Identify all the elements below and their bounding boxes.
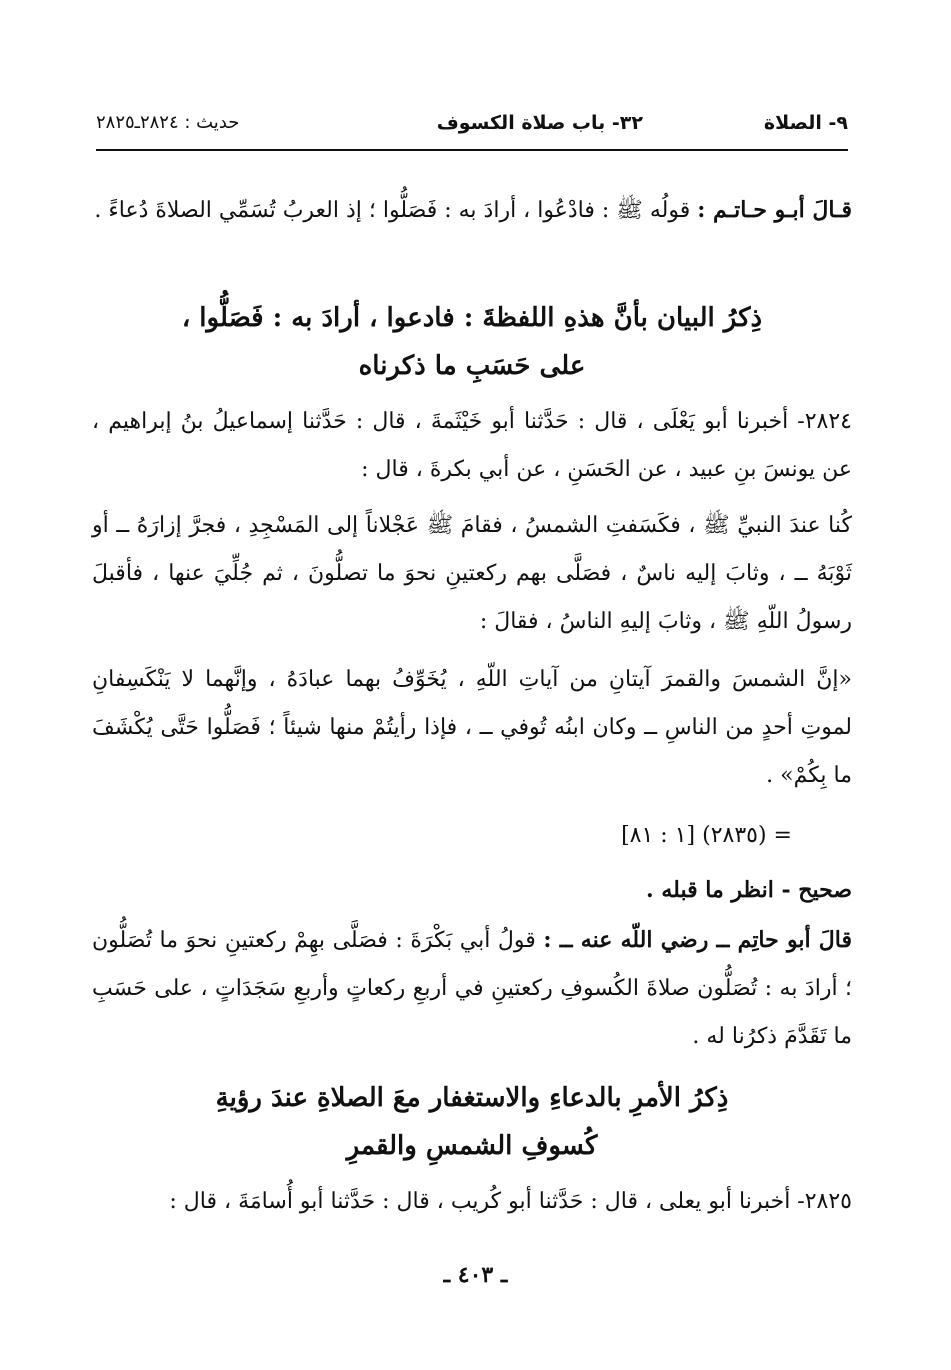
header-book-title: ٩- الصلاة [763, 112, 848, 134]
paragraph-text: قولُه ﷺ : فادْعُوا ، أرادَ به : فَصَلُّوا ؛ إذ العربُ تُسَمِّي الصلاةَ دُعاءً . [94, 198, 698, 223]
section-heading-2-line-1: ذِكرُ الأمرِ بالدعاءِ والاستغفار معَ الصلاةِ عندَ رؤيةِ [215, 1083, 729, 1113]
page-number: ـ ٤٠٣ ـ [443, 1262, 508, 1288]
header-hadith-range: حديث : ٢٨٢٤ـ٢٨٢٥ [96, 112, 240, 133]
hadith-2824-isnad: ٢٨٢٤- أخبرنا أبو يَعْلَى ، قال : حَدَّثنا أبو خَيْثَمةَ ، قال : حَدَّثنا إسماعيلُ بنُ إبراهيم ، عن يونسَ بنِ عبيد ، عن الحَسَنِ ، عن أبي بكرةَ ، قال : [92, 409, 852, 482]
paragraph-abu-hatim-2 [92, 916, 852, 1061]
section-heading-1-line-1: ذِكرُ البيان بأنَّ هذهِ اللفظةَ : فادعوا ، أرادَ به : فَصَلُّوا ، [181, 303, 763, 333]
paragraph-abu-hatim-1 [92, 186, 852, 235]
header-chapter-title: ٣٢- باب صلاة الكسوف [436, 112, 643, 134]
section-heading-2-line-2: كُسوفِ الشمسِ والقمرِ [346, 1131, 598, 1161]
section-heading-1-line-2: على حَسَبِ ما ذكرناه [358, 351, 586, 381]
paragraph-lead: قـالَ أبـو حـاتـم : [697, 197, 852, 223]
hadith-2825-isnad: ٢٨٢٥- أخبرنا أبو يعلى ، قال : حَدَّثنا أبو كُريب ، قال : حَدَّثنا أبو أُسامَةَ ، قال : [169, 1189, 852, 1214]
paragraph-lead: قالَ أبو حاتِم ــ رضي اللّه عنه ــ : [543, 927, 852, 953]
header-divider [96, 149, 848, 151]
hadith-2824-quote: «إنَّ الشمسَ والقمرَ آيتانِ من آياتِ اللّهِ ، يُخَوِّفُ بهما عبادَهُ ، وإنَّهما لا يَنْكَسِفانِ لموتِ أحدٍ من الناسِ ــ وكان ابنُه تُوفي ــ ، فإذا رأيتُمْ منها شيئاً ؛ فَصَلُّوا حَتَّى يُكْشَفَ ما بِكُمْ» . [92, 667, 852, 788]
hadith-2824-grading: صحيح - انظر ما قبله . [646, 877, 852, 903]
running-header [96, 112, 848, 142]
hadith-2824-reference: = (٢٨٣٥) [١ : ٨١] [621, 823, 792, 848]
hadith-2824-matn: كُنا عندَ النبيِّ ﷺ ، فكَسَفتِ الشمسُ ، فقامَ ﷺ عَجْلاناً إلى المَسْجِدِ ، فجرَّ إزارَهُ ــ أو ثَوْبَهُ ــ ، وثابَ إليه ناسٌ ، فصَلَّى بهم ركعتينِ نحوَ ما تصلُّونَ ، ثم جُلِّيَ عنها ، فأقبلَ رسولُ اللّهِ ﷺ ، وثابَ إليهِ الناسُ ، فقالَ : [92, 513, 852, 634]
paragraph-text: قولُ أبي بَكْرَةَ : فصَلَّى بهِمْ ركعتينِ نحوَ ما تُصَلُّون ؛ أرادَ به : تُصَلُّون صلاةَ الكُسوفِ ركعتينِ في أربعِ ركعاتٍ وأربعِ سَجَدَاتٍ ، على حَسَبِ ما تَقَدَّمَ ذكرُنا له . [92, 928, 852, 1049]
